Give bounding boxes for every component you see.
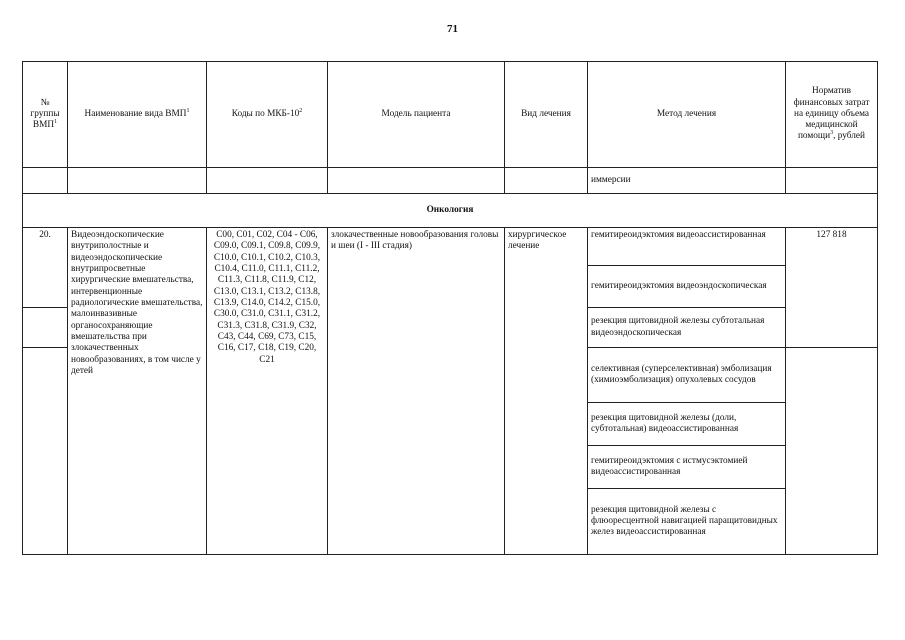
treatment-type: хирургическое лечение: [505, 228, 588, 555]
header-treatment-type: Вид лечения: [505, 62, 588, 168]
method-item: селективная (суперселективная) эмболизация (химиоэмболизация) опухолевых сосудов: [588, 348, 786, 403]
method-row: [23, 228, 878, 266]
method-item: гемитиреоидэктомия видеоэндоскопическая: [588, 266, 786, 308]
continuation-method: иммерсии: [588, 168, 786, 194]
header-row: [23, 62, 878, 168]
header-norm: Норматив финансовых затрат на единицу объема медицинской помощи$^3$, рублей: [786, 62, 878, 168]
header-method: Метод лечения: [588, 62, 786, 168]
method-item: гемитиреоидэктомия видеоассистированная: [588, 228, 786, 266]
icd-codes: C00, C01, C02, C04 - C06, C09.0, C09.1, C09.8, C09.9, C10.0, C10.1, C10.2, C10.3, C10.4, C11.0, C11.1, C11.2, C11.3, C11.8, C11.9, C12, C13.0, C13.1, C13.2, C13.8, C13.9, C14.0, C14.2, C15.0, C30.0, C31.0, C31.1, C31.2, C31.3, C31.8, C31.9, C32, C43, C44, C69, C73, C15, C16, C17, C18, C19, C20, C21: [207, 228, 328, 555]
continuation-row: [23, 168, 878, 194]
section-title: Онкология: [23, 194, 878, 228]
page-number: 71: [447, 23, 458, 35]
method-item: резекция щитовидной железы с флюоресцентной навигацией паращитовидных желез видеоассистированная: [588, 489, 786, 555]
header-patient-model: Модель пациента: [328, 62, 505, 168]
group-number: 20.: [23, 228, 68, 308]
header-name: Наименование вида ВМП$^1$: [68, 62, 207, 168]
method-item: гемитиреоидэктомия с истмусэктомией видеоассистированная: [588, 446, 786, 489]
header-codes: Коды по МКБ-$10^2$: [207, 62, 328, 168]
group-name: Видеоэндоскопические внутриполостные и видеоэндоскопические внутрипросветные хирургические вмешательства, интервенционные радиологические вмешательства, малоинвазивные органосохраняющие вмешательства при злокачественных новообразованиях, в том числе у детей: [68, 228, 207, 555]
method-item: резекция щитовидной железы субтотальная видеоэндоскопическая: [588, 308, 786, 348]
norm-price: 127 818: [786, 228, 878, 348]
vmp-table: [22, 61, 878, 555]
method-item: резекция щитовидной железы (доли, субтотальная) видеоассистированная: [588, 403, 786, 446]
patient-model: злокачественные новообразования головы и шеи (I - III стадия): [328, 228, 505, 555]
section-row: [23, 194, 878, 228]
header-group-no: № группы ВМП$^1$: [23, 62, 68, 168]
